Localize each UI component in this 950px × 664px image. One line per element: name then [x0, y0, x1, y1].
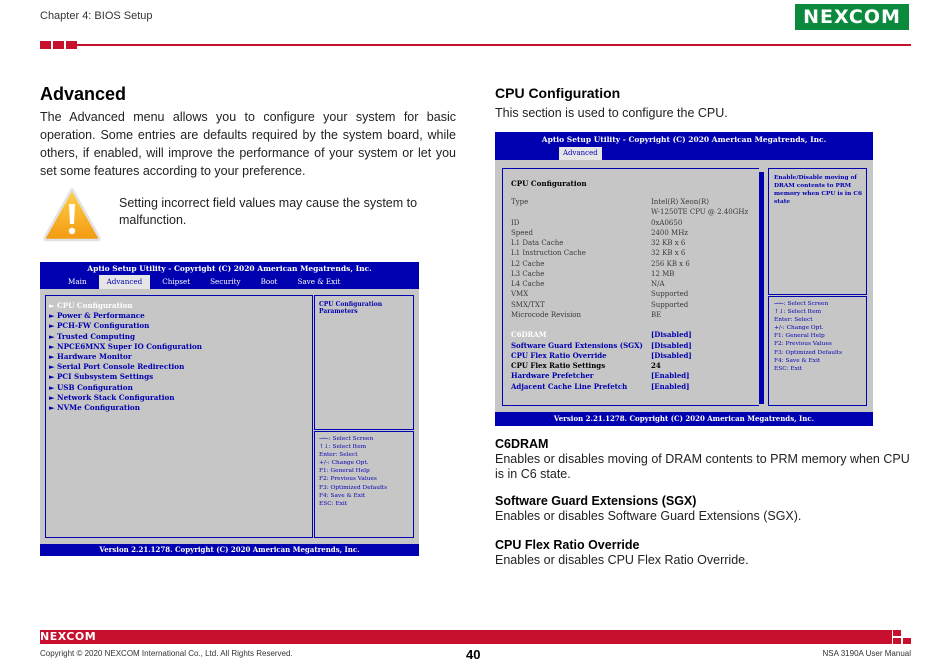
header-rule: [76, 44, 911, 46]
bios-setting-row: [511, 218, 748, 228]
bios-setting-value: Intel(R) Xeon(R): [651, 198, 710, 206]
bios-setting-row: [511, 300, 748, 310]
bios-setting-name: L1 Instruction Cache: [511, 249, 586, 258]
bios-key-hint: F1: General Help: [774, 333, 825, 340]
bios-menu-item[interactable]: ► Hardware Monitor: [49, 352, 132, 362]
bios-help-text: CPU Configuration Parameters: [319, 301, 383, 315]
bios-setting-row: [511, 259, 748, 269]
bios-setting-row: [511, 238, 748, 248]
bios-body: [495, 160, 873, 412]
cpu-config-subtitle: This section is used to configure the CPU.: [495, 106, 728, 120]
definition-term: CPU Flex Ratio Override: [495, 538, 640, 552]
bios-key-hint: +/-: Change Opt.: [319, 460, 369, 467]
definition-c6dram: [495, 437, 915, 482]
bios-setting-row[interactable]: [511, 371, 748, 381]
bios-setting-name: L4 Cache: [511, 280, 545, 288]
bios-setting-value: 256 KB x 6: [651, 259, 690, 268]
definition-sgx: [495, 494, 915, 524]
nexcom-logo: NEXCOM: [795, 4, 909, 30]
bios-setting-name: C6DRAM: [511, 330, 547, 340]
bios-keys-pane: [314, 431, 414, 538]
bios-setting-value: Supported: [651, 300, 689, 309]
bios-menu-item[interactable]: ► Serial Port Console Redirection: [49, 362, 185, 372]
bios-menu-item[interactable]: ► CPU Configuration: [49, 301, 133, 310]
header-squares: [40, 41, 77, 49]
bios-key-hint: ↑↓: Select Item: [319, 444, 367, 451]
bios-version-bar: Version 2.21.1278. Copyright (C) 2020 American Megatrends, Inc.: [99, 545, 360, 554]
tab-boot[interactable]: Boot: [260, 277, 278, 286]
bios-setting-value: 24: [651, 361, 661, 370]
bios-title-bar: Aptio Setup Utility - Copyright (C) 2020 American Megatrends, Inc.: [87, 264, 372, 273]
bios-setting-value: [Disabled]: [651, 340, 692, 350]
bios-menu-item[interactable]: ► Trusted Computing: [49, 331, 136, 341]
manual-name: NSA 3190A User Manual: [822, 649, 911, 658]
footer-logo: NEXCOM: [40, 630, 97, 643]
bios-menu-bar: [495, 147, 873, 160]
scrollbar-thumb[interactable]: [759, 172, 764, 404]
bios-menu-bar: [40, 275, 419, 289]
bios-help-pane: [768, 168, 867, 295]
bios-setting-name: Speed: [511, 228, 534, 237]
bios-setting-value: [Enabled]: [651, 381, 690, 391]
bios-key-hint: F3: Optimized Defaults: [774, 349, 843, 356]
bios-setting-name: Software Guard Extensions (SGX): [511, 340, 643, 350]
bios-key-hint: ↑↓: Select Item: [774, 309, 822, 316]
bios-setting-name: L1 Data Cache: [511, 239, 564, 247]
bios-keys-pane: [768, 296, 867, 406]
bios-setting-name: [511, 207, 651, 217]
bios-setting-name: VMX: [511, 290, 529, 299]
bios-help-text: Enable/Disable moving of DRAM contents to PRM memory when CPU is in C6 state: [774, 175, 863, 205]
warning-text: Setting incorrect field values may cause the system to malfunction.: [119, 196, 418, 227]
bios-key-hint: F3: Optimized Defaults: [319, 484, 388, 491]
bios-setting-name: ID: [511, 218, 520, 227]
bios-cpu-screenshot: [495, 132, 873, 426]
bios-setting-value: 32 KB x 6: [651, 239, 686, 247]
bios-setting-name: Microcode Revision: [511, 310, 582, 319]
bios-key-hint: F1: General Help: [319, 468, 370, 475]
copyright-text: Copyright © 2020 NEXCOM International Co., Ltd. All Rights Reserved.: [40, 649, 293, 658]
tab-chipset[interactable]: Chipset: [162, 277, 191, 286]
bios-menu-list: [49, 301, 202, 413]
bios-setting-row: [511, 248, 748, 258]
bios-section-title: CPU Configuration: [511, 179, 587, 188]
bios-setting-value: Supported: [651, 290, 689, 299]
bios-setting-value: 12 MB: [651, 269, 675, 278]
bios-setting-name: [511, 320, 651, 330]
bios-setting-row[interactable]: [511, 351, 748, 361]
definition-desc: Enables or disables moving of DRAM contents to PRM memory when CPU is in C6 state.: [495, 452, 910, 481]
bios-setting-name: L3 Cache: [511, 269, 545, 278]
bios-setting-value: [Disabled]: [651, 350, 692, 360]
bios-setting-value: 2400 MHz: [651, 228, 688, 237]
bios-setting-row: [511, 279, 748, 289]
bios-key-hint: →←: Select Screen: [319, 436, 374, 442]
bios-key-hint: F2: Previous Values: [319, 476, 377, 483]
bios-setting-name: SMX/TXT: [511, 300, 545, 309]
bios-setting-name: CPU Flex Ratio Settings: [511, 361, 606, 370]
tab-save-exit[interactable]: Save & Exit: [297, 277, 341, 286]
definition-term: C6DRAM: [495, 437, 549, 451]
tab-advanced[interactable]: Advanced: [559, 147, 602, 160]
bios-setting-row: [511, 289, 748, 299]
bios-key-hint: Enter: Select: [319, 452, 358, 459]
tab-main[interactable]: Main: [68, 277, 87, 286]
definition-desc: Enables or disables Software Guard Extensions (SGX).: [495, 509, 802, 523]
bios-setting-name: L2 Cache: [511, 259, 545, 268]
bios-menu-item[interactable]: ► Power & Performance: [49, 311, 145, 321]
bios-setting-row: [511, 361, 748, 371]
bios-key-hint: Enter: Select: [774, 317, 813, 324]
bios-key-hint: ESC: Exit: [319, 500, 348, 507]
bios-key-hint: +/-: Change Opt.: [774, 325, 824, 332]
bios-menu-pane: [45, 295, 313, 538]
bios-setting-value: [Disabled]: [651, 330, 692, 340]
bios-setting-name: Hardware Prefetcher: [511, 371, 594, 381]
bios-menu-item[interactable]: ► PCI Subsystem Settings: [49, 372, 154, 382]
advanced-heading: Advanced: [40, 84, 127, 104]
bios-key-hint: →←: Select Screen: [774, 301, 829, 307]
warning-triangle-icon: [42, 186, 102, 242]
definition-term: Software Guard Extensions (SGX): [495, 494, 697, 508]
footer-bar: [40, 630, 892, 644]
bios-setting-row[interactable]: [511, 341, 748, 351]
definition-desc: Enables or disables CPU Flex Ratio Override.: [495, 553, 749, 567]
bios-setting-row: [511, 320, 748, 330]
bios-menu-item[interactable]: ► USB Configuration: [49, 382, 133, 392]
bios-setting-value: BE: [651, 310, 662, 319]
bios-setting-row: [511, 269, 748, 279]
bios-version-bar: Version 2.21.1278. Copyright (C) 2020 American Megatrends, Inc.: [553, 414, 815, 423]
bios-setting-value: 32 KB x 6: [651, 249, 686, 258]
definition-flex-ratio: [495, 538, 915, 568]
bios-menu-item[interactable]: ► PCH-FW Configuration: [49, 321, 150, 331]
advanced-paragraph: The Advanced menu allows you to configure your system for basic operation. Some entries are defaults required by the system board, while others, if enabled, will improve the performance of your system or let you set some features according to your preference.: [40, 110, 456, 178]
bios-setting-row: [511, 197, 748, 207]
chapter-label: Chapter 4: BIOS Setup: [40, 10, 153, 22]
bios-menu-item[interactable]: ► NPCE6MNX Super IO Configuration: [49, 341, 202, 351]
bios-setting-name: CPU Flex Ratio Override: [511, 350, 607, 360]
bios-setting-value: W-1250TE CPU @ 2.40GHz: [651, 208, 749, 217]
bios-title-bar: Aptio Setup Utility - Copyright (C) 2020 American Megatrends, Inc.: [541, 135, 827, 144]
bios-key-legend: [319, 435, 387, 508]
tab-advanced[interactable]: Advanced: [99, 275, 151, 289]
bios-advanced-screenshot: [40, 262, 419, 556]
bios-menu-item[interactable]: ► Network Stack Configuration: [49, 392, 175, 402]
tab-security[interactable]: Security: [210, 277, 241, 286]
bios-setting-row: [511, 207, 748, 217]
bios-setting-value: 0xA0650: [651, 218, 683, 227]
bios-setting-row[interactable]: [511, 330, 748, 340]
bios-settings-pane: [502, 168, 764, 406]
bios-setting-row: [511, 228, 748, 238]
bios-setting-value: [Enabled]: [651, 371, 690, 381]
bios-setting-row[interactable]: [511, 382, 748, 392]
bios-key-hint: F2: Previous Values: [774, 341, 832, 348]
bios-setting-value: N/A: [651, 280, 665, 288]
bios-key-legend: [774, 300, 842, 373]
bios-key-hint: F4: Save & Exit: [774, 357, 821, 364]
bios-body: [40, 289, 419, 544]
bios-key-hint: ESC: Exit: [774, 365, 803, 372]
bios-setting-name: Adjacent Cache Line Prefetch: [511, 381, 628, 391]
page-number: 40: [466, 647, 481, 662]
bios-key-hint: F4: Save & Exit: [319, 492, 366, 499]
bios-settings-list: [511, 197, 748, 392]
bios-setting-row: [511, 310, 748, 320]
cpu-config-heading: CPU Configuration: [495, 85, 621, 101]
bios-menu-item[interactable]: ► NVMe Configuration: [49, 403, 140, 413]
footer-squares: [893, 630, 911, 644]
bios-setting-name: Type: [511, 198, 529, 206]
bios-help-pane: [314, 295, 414, 430]
